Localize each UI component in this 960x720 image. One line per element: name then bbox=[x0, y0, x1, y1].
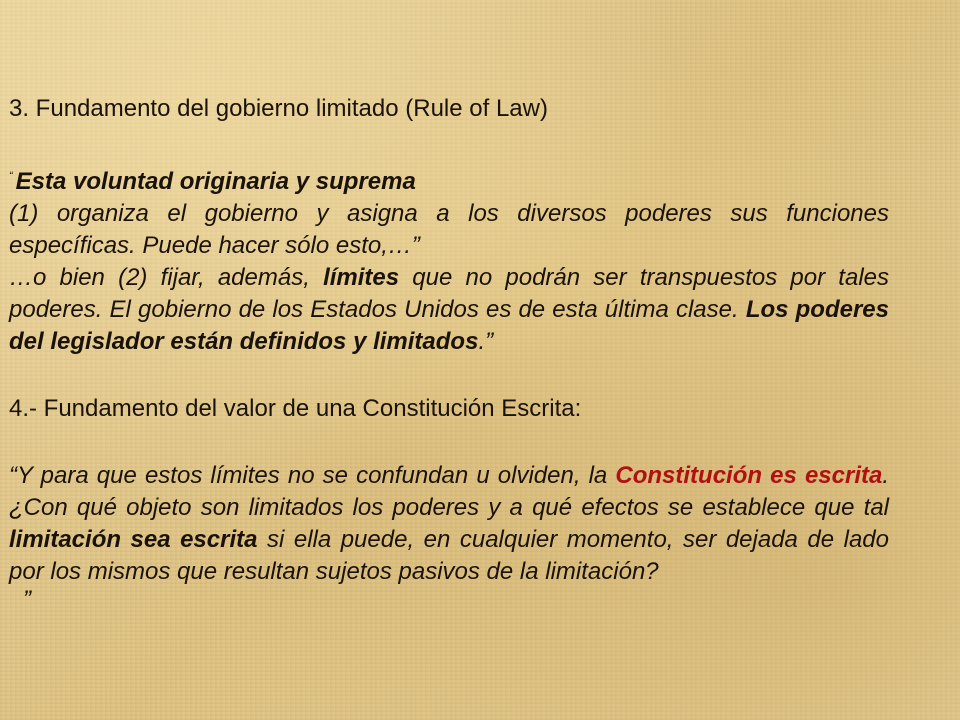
section3-quote-part3 bbox=[9, 262, 889, 358]
section4-quote-pre: “Y para que estos límites no se confundan u olviden, la bbox=[9, 462, 616, 489]
spacer bbox=[9, 126, 889, 160]
section3-quote-line1 bbox=[9, 160, 889, 198]
section4-heading: 4.- Fundamento del valor de una Constitución Escrita: bbox=[9, 395, 582, 422]
section3-quote-part2: (1) organiza el gobierno y asigna a los diversos poderes sus funciones específicas. Puede hacer sólo esto,…” bbox=[9, 200, 889, 259]
section3-quote-part3-pre: …o bien (2) fijar, además, bbox=[9, 264, 324, 291]
spacer bbox=[9, 358, 889, 392]
section3-quote-lead: Esta voluntad originaria y suprema bbox=[15, 168, 416, 195]
section4-quote bbox=[9, 460, 889, 588]
section4-quote-constitucion: Constitución es escrita bbox=[615, 462, 883, 489]
section3-quote-poderes: Los poderes del legislador están definidos y limitados bbox=[9, 296, 889, 355]
section4-quote-mid: . ¿Con qué objeto son limitados los poderes y a qué efectos se establece que tal bbox=[9, 462, 890, 521]
section3-quote-limites: límites bbox=[323, 264, 400, 291]
section3-quote-part3-end: .” bbox=[478, 328, 494, 355]
opening-quote-mark: “ bbox=[9, 170, 13, 182]
closing-quote-mark: ” bbox=[23, 586, 31, 613]
slide-content bbox=[9, 92, 889, 612]
section3-heading: 3. Fundamento del gobierno limitado (Rule of Law) bbox=[9, 95, 548, 122]
section4-quote-limitacion: limitación sea escrita bbox=[9, 526, 258, 553]
section4-quote-end: si ella puede, en cualquier momento, ser dejada de lado por los mismos que resultan sujetos pasivos de la limitación? bbox=[9, 526, 889, 585]
section3-quote-part3-mid: que no podrán ser transpuestos por tales poderes. El gobierno de los Estados Unidos es de esta última clase. bbox=[9, 264, 890, 323]
spacer bbox=[9, 426, 889, 460]
